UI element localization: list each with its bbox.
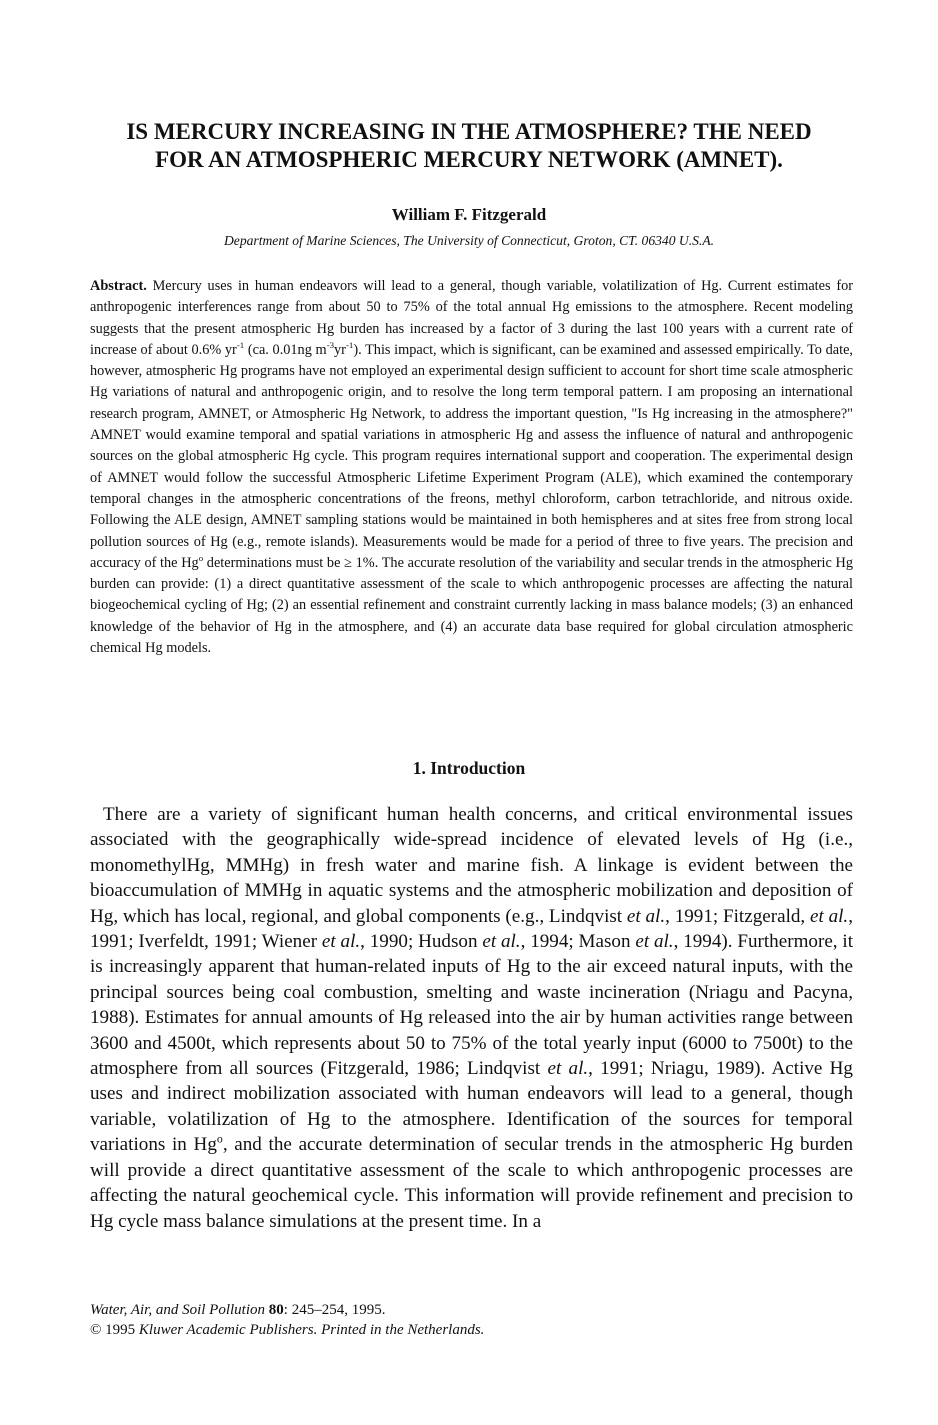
intro-text-4: , 1990; Hudson bbox=[360, 931, 483, 953]
abstract-text-1: Mercury uses in human endeavors will lead to a general, though variable, volatilization of Hg. Current estimates for anthropogenic interferences range from about 50 to 75% of the total annual Hg emissions to the atmosphere. Recent modeling suggests that the present atmospheric Hg burden has increased by a factor of 3 during the last 100 years with a current rate of increase of about 0.6% yr bbox=[90, 278, 853, 358]
intro-text-3: , 1991; Iverfeldt, 1991; Wiener bbox=[90, 905, 853, 953]
abstract-sup-3: -1 bbox=[345, 340, 354, 351]
intro-text-5: , 1994; Mason bbox=[520, 931, 636, 953]
intro-etal-5: et al. bbox=[635, 931, 674, 953]
intro-etal-6: et al. bbox=[547, 1058, 589, 1080]
abstract-sup-4: o bbox=[198, 553, 204, 564]
intro-etal-1: et al. bbox=[626, 905, 666, 927]
journal-pages: : 245–254, 1995. bbox=[283, 1302, 386, 1318]
introduction-paragraph bbox=[90, 802, 853, 1234]
journal-footer bbox=[90, 1300, 484, 1340]
intro-text-7: , 1991; Nriagu, 1989). Active Hg uses and indirect mobilization associated with human endeavors will lead to a general, though variable, volatilization of Hg to the atmosphere. Identification of the sources for temporal variations in Hg bbox=[90, 1058, 853, 1156]
abstract-sup-2: -3 bbox=[326, 340, 335, 351]
journal-volume: 80 bbox=[268, 1302, 284, 1318]
abstract-text-5: determinations must be ≥ 1%. The accurate resolution of the variability and secular trends in the atmospheric Hg burden can provide: (1) a direct quantitative assessment of the scale to which anthropogenic processes are affecting the natural biogeochemical cycling of Hg; (2) an essential refinement and constraint currently lacking in mass balance models; (3) an enhanced knowledge of the behavior of Hg in the atmosphere, and (4) an accurate data base required for global circulation atmospheric chemical Hg models. bbox=[90, 554, 854, 657]
intro-text-8: , and the accurate determination of secular trends in the atmospheric Hg burden will provide a direct quantitative assessment of the scale to which anthropogenic processes are affecting the natural geochemical cycle. This information will provide refinement and precision to Hg cycle mass balance simulations at the present time. In a bbox=[90, 1134, 853, 1232]
abstract-text-4: ). This impact, which is significant, can be examined and assessed empirically. To date, however, atmospheric Hg programs have not employed an experimental design sufficient to account for short time scale atmospheric Hg variations of natural and anthropogenic origin, and to resolve the long term temporal pattern. I am proposing an international research program, AMNET, or Atmospheric Hg Network, to address the important question, "Is Hg increasing in the atmosphere?" AMNET would examine temporal and spatial variations in atmospheric Hg and assess the influence of natural and anthropogenic sources on the global atmospheric Hg cycle. This program requires international support and cooperation. The experimental design of AMNET would follow the successful Atmospheric Lifetime Experiment Program (ALE), which examined the contemporary temporal changes in the atmospheric concentrations of the freons, methyl chloroform, carbon tetrachloride, and nitrous oxide. Following the ALE design, AMNET sampling stations would be maintained in both hemispheres and at sites free from strong local pollution sources of Hg (e.g., remote islands). Measurements would be made for a period of three to five years. The precision and accuracy of the Hg bbox=[90, 341, 853, 571]
publisher-name: Kluwer Academic Publishers. Printed in the Netherlands. bbox=[138, 1322, 485, 1338]
abstract-text-2: (ca. 0.01ng m bbox=[244, 341, 327, 358]
paper-title-line-2: FOR AN ATMOSPHERIC MERCURY NETWORK (AMNET). bbox=[155, 147, 783, 172]
copyright-prefix: © 1995 bbox=[90, 1322, 139, 1338]
author-affiliation: Department of Marine Sciences, The University of Connecticut, Groton, CT. 06340 U.S.A. bbox=[223, 233, 715, 248]
intro-text-6: , 1994). Furthermore, it is increasingly apparent that human-related inputs of Hg to the air exceed natural inputs, with the principal sources being coal combustion, smelting and waste incineration (Nriagu and Pacyna, 1988). Estimates for annual amounts of Hg released into the air by human activities range between 3600 and 4500t, which represents about 50 to 75% of the total yearly input (6000 to 7500t) to the atmosphere from all sources (Fitzgerald, 1986; Lindqvist bbox=[90, 931, 854, 1080]
journal-citation-line bbox=[90, 1300, 484, 1320]
paper-title-line-1: IS MERCURY INCREASING IN THE ATMOSPHERE? THE NEED bbox=[126, 119, 812, 144]
intro-etal-3: et al. bbox=[321, 931, 361, 953]
copyright-line bbox=[90, 1320, 484, 1340]
abstract-label: Abstract. bbox=[90, 278, 147, 294]
abstract-text-3: yr bbox=[334, 341, 346, 358]
intro-sup-1: o bbox=[216, 1131, 223, 1146]
intro-etal-4: et al. bbox=[482, 931, 521, 953]
intro-text-1: There are a variety of significant human health concerns, and critical environmental issues associated with the geographically wide-spread incidence of elevated levels of Hg (i.e., monomethylHg, MMHg) in fresh water and marine fish. A linkage is evident between the bioaccumulation of MMHg in aquatic systems and the atmospheric mobilization and deposition of Hg, which has local, regional, and global components (e.g., Lindqvist bbox=[90, 804, 853, 927]
author-name: William F. Fitzgerald bbox=[391, 205, 547, 224]
abstract-paragraph bbox=[90, 276, 853, 659]
journal-name: Water, Air, and Soil Pollution bbox=[90, 1302, 266, 1318]
section-heading-introduction: 1. Introduction bbox=[412, 758, 526, 778]
intro-etal-2: et al. bbox=[810, 905, 849, 927]
abstract-sup-1: -1 bbox=[236, 340, 245, 351]
paper-title bbox=[60, 118, 878, 174]
intro-text-2: , 1991; Fitzgerald, bbox=[665, 905, 810, 927]
